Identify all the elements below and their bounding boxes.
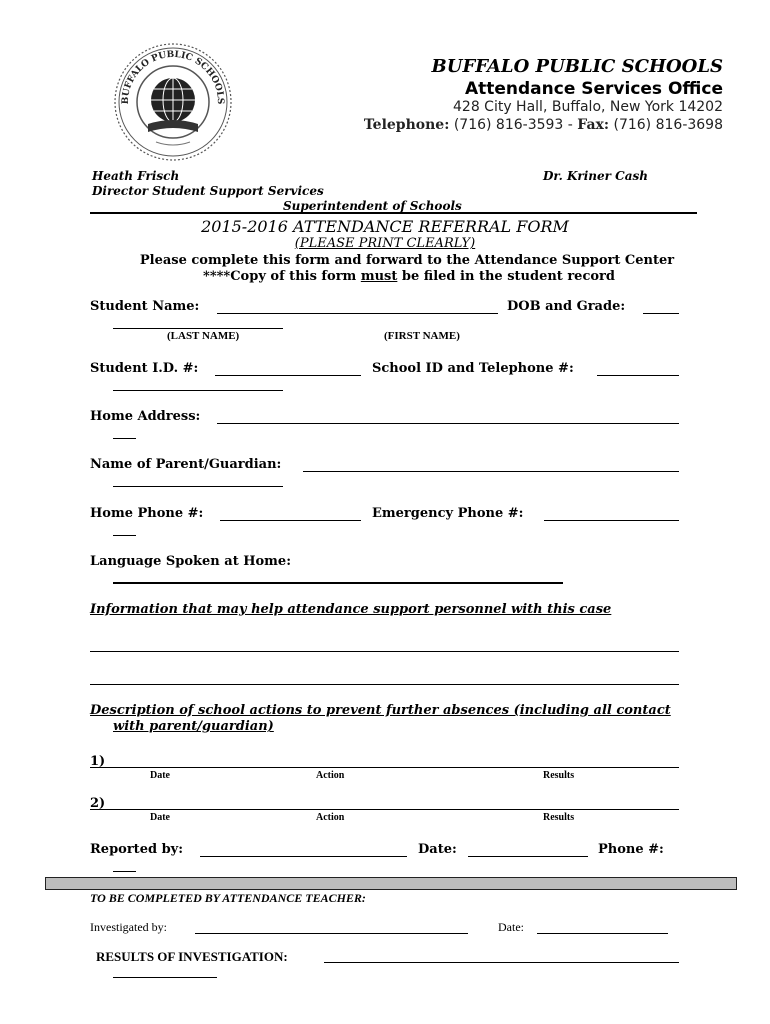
results-field[interactable] bbox=[324, 962, 679, 963]
parent-guardian-continue-line[interactable] bbox=[113, 486, 283, 487]
svg-text:BUFFALO PUBLIC SCHOOLS: BUFFALO PUBLIC SCHOOLS bbox=[120, 49, 226, 105]
student-name-label: Student Name: bbox=[90, 299, 200, 314]
dob-grade-label: DOB and Grade: bbox=[507, 299, 626, 314]
info-line-1[interactable] bbox=[90, 651, 679, 652]
director-name: Heath Frisch bbox=[92, 169, 180, 183]
row-1-action-caption: Action bbox=[316, 770, 345, 781]
info-line-2[interactable] bbox=[90, 684, 679, 685]
superintendent-name: Dr. Kriner Cash bbox=[543, 169, 648, 183]
student-id-field[interactable] bbox=[215, 375, 361, 376]
reported-by-field[interactable] bbox=[200, 856, 407, 857]
language-field[interactable] bbox=[113, 582, 563, 584]
dob-grade-field[interactable] bbox=[643, 313, 679, 314]
results-label: RESULTS OF INVESTIGATION: bbox=[96, 949, 288, 964]
form-subtitle: (PLEASE PRINT CLEARLY) bbox=[294, 236, 476, 251]
copy-prefix: ****Copy of this form bbox=[203, 269, 361, 284]
row-2-date-caption: Date bbox=[150, 812, 170, 823]
telephone-label: Telephone: bbox=[363, 117, 450, 133]
investigated-by-field[interactable] bbox=[195, 933, 468, 934]
description-heading-line2: with parent/guardian) bbox=[113, 719, 274, 734]
school-id-continue-line[interactable] bbox=[113, 390, 283, 391]
home-address-label: Home Address: bbox=[90, 409, 201, 424]
results-continue-line[interactable] bbox=[113, 977, 217, 978]
reported-phone-label: Phone #: bbox=[598, 842, 664, 857]
parent-guardian-label: Name of Parent/Guardian: bbox=[90, 457, 282, 472]
office-address: 428 City Hall, Buffalo, New York 14202 bbox=[453, 99, 723, 115]
action-row-1-number: 1) bbox=[90, 754, 106, 769]
fax-separator: - bbox=[563, 117, 578, 133]
description-heading-line1: Description of school actions to prevent further absences (including all contact bbox=[90, 703, 671, 718]
investigation-date-label: Date: bbox=[498, 920, 524, 934]
office-phone-line bbox=[364, 117, 723, 133]
form-title: 2015-2016 ATTENDANCE REFERRAL FORM bbox=[201, 217, 569, 236]
home-address-continue-line[interactable] bbox=[113, 438, 136, 439]
row-1-date-caption: Date bbox=[150, 770, 170, 781]
row-2-action-caption: Action bbox=[316, 812, 345, 823]
telephone-number: (716) 816-3593 bbox=[453, 117, 564, 133]
home-phone-field[interactable] bbox=[220, 520, 361, 521]
school-id-label: School ID and Telephone #: bbox=[372, 361, 574, 376]
last-name-caption: (LAST NAME) bbox=[167, 330, 240, 342]
form-instruction: Please complete this form and forward to the Attendance Support Center bbox=[139, 253, 675, 268]
emergency-phone-label: Emergency Phone #: bbox=[372, 506, 524, 521]
home-phone-label: Home Phone #: bbox=[90, 506, 204, 521]
copy-notice bbox=[0, 269, 770, 284]
action-row-1-line[interactable] bbox=[90, 767, 679, 768]
org-name: BUFFALO PUBLIC SCHOOLS bbox=[431, 56, 723, 77]
parent-guardian-field[interactable] bbox=[303, 471, 679, 472]
emergency-phone-field[interactable] bbox=[544, 520, 679, 521]
student-name-continue-line[interactable] bbox=[113, 328, 283, 329]
first-name-caption: (FIRST NAME) bbox=[384, 330, 460, 342]
investigated-by-label: Investigated by: bbox=[90, 920, 167, 934]
superintendent-title: Superintendent of Schools bbox=[283, 199, 462, 213]
language-label: Language Spoken at Home: bbox=[90, 554, 292, 569]
phone-continue-line[interactable] bbox=[113, 535, 136, 536]
investigation-date-field[interactable] bbox=[537, 933, 668, 934]
action-row-2-number: 2) bbox=[90, 796, 106, 811]
copy-suffix: be filed in the student record bbox=[397, 269, 615, 284]
school-seal-logo bbox=[108, 42, 238, 162]
copy-must: must bbox=[360, 269, 398, 284]
reported-date-label: Date: bbox=[418, 842, 457, 857]
section-separator-bar bbox=[45, 877, 737, 890]
director-title: Director Student Support Services bbox=[92, 184, 324, 198]
reported-date-field[interactable] bbox=[468, 856, 588, 857]
fax-label: Fax: bbox=[577, 117, 610, 133]
row-1-results-caption: Results bbox=[543, 770, 575, 781]
action-row-2-line[interactable] bbox=[90, 809, 679, 810]
attendance-teacher-heading: TO BE COMPLETED BY ATTENDANCE TEACHER: bbox=[90, 891, 366, 905]
office-name: Attendance Services Office bbox=[464, 79, 723, 99]
home-address-field[interactable] bbox=[217, 423, 679, 424]
row-2-results-caption: Results bbox=[543, 812, 575, 823]
reported-by-label: Reported by: bbox=[90, 842, 184, 857]
student-name-field[interactable] bbox=[217, 313, 498, 314]
info-heading: Information that may help attendance support personnel with this case bbox=[90, 602, 612, 617]
school-id-field[interactable] bbox=[597, 375, 679, 376]
student-id-label: Student I.D. #: bbox=[90, 361, 199, 376]
header-divider bbox=[90, 212, 697, 214]
reported-continue-line[interactable] bbox=[113, 871, 136, 872]
fax-number: (716) 816-3698 bbox=[613, 117, 723, 133]
